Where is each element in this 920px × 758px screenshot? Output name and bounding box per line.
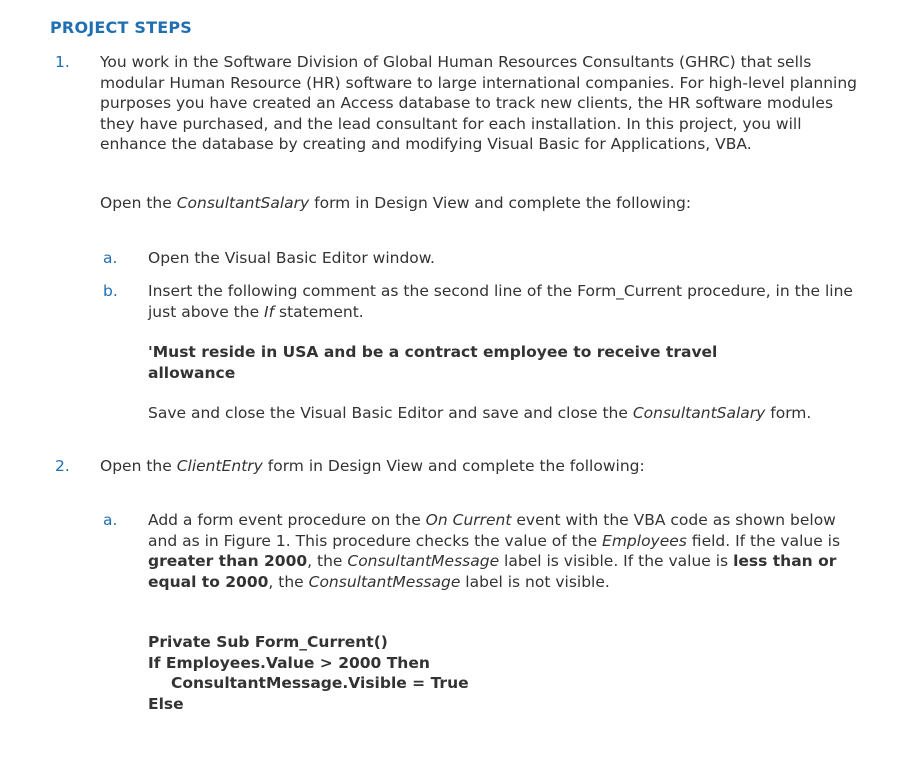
step-2a-letter: a. [103, 511, 118, 529]
step-1b-text: Insert the following comment as the second line of the Form_Current procedure, in the line just above the If statement. [148, 282, 853, 321]
step-1-intro: You work in the Software Division of Global Human Resources Consultants (GHRC) that sells modular Human Resource (HR) software to large international companies. For high-level planning purposes you have created an Access database to track new clients, the HR software modules they have purchased, and the lead consultant for each installation. In this project, you will enhance the database by creating and modifying Visual Basic for Applications, VBA. [100, 53, 858, 153]
step-1a-letter: a. [103, 249, 118, 267]
step-2-number: 2. [55, 457, 70, 475]
code-line: Private Sub Form_Current() [148, 633, 388, 651]
vba-code-block [148, 632, 648, 714]
step-1a-text: Open the Visual Basic Editor window. [148, 249, 435, 267]
step-1b-letter: b. [103, 282, 118, 300]
form-name: ClientEntry [176, 457, 263, 475]
code-line: ConsultantMessage.Visible = True [171, 674, 469, 692]
page-title: PROJECT STEPS [50, 18, 192, 37]
step-1-save-instruction: Save and close the Visual Basic Editor and save and close the ConsultantSalary form. [148, 404, 812, 422]
step-2a-text: Add a form event procedure on the On Current event with the VBA code as shown below and as in Figure 1. This procedure checks the value of the Employees field. If the value is greater than 2000, the ConsultantMessage label is visible. If the value is less than or equal to 2000, the ConsultantMessage label is not visible. [148, 511, 841, 591]
vba-comment: 'Must reside in USA and be a contract employee to receive travel allowance [148, 343, 718, 382]
step-2-open-instruction: Open the ClientEntry form in Design View and complete the following: [100, 457, 645, 475]
code-line: Else [148, 694, 184, 713]
code-line: If Employees.Value > 2000 Then [148, 653, 430, 672]
step-1-open-instruction: Open the ConsultantSalary form in Design View and complete the following: [100, 194, 692, 212]
step-1-number: 1. [55, 53, 70, 71]
form-name: ConsultantSalary [176, 194, 310, 212]
